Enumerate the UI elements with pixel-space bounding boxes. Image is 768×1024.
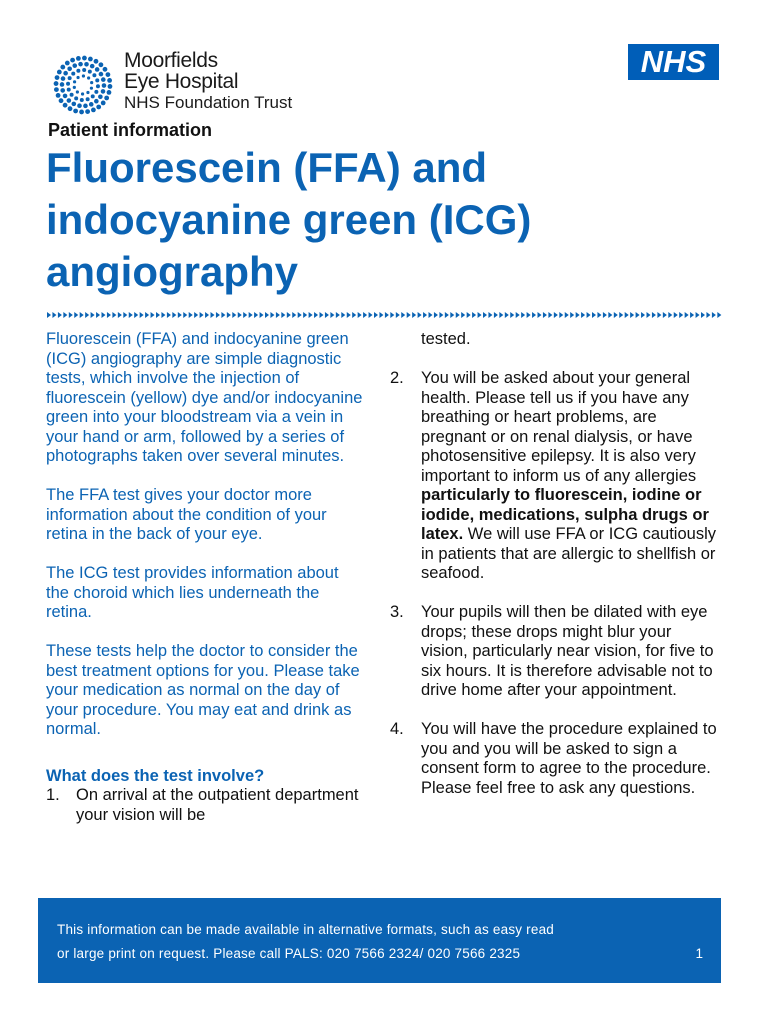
- org-line-2: Eye Hospital: [124, 70, 239, 93]
- title-line-2: indocyanine green (ICG): [46, 196, 532, 243]
- org-line-1: Moorfields: [124, 49, 218, 72]
- footer-line-2: or large print on request. Please call PALS: 020 7566 2324/ 020 7566 2325: [57, 946, 521, 961]
- item2-bold-text: particularly to fluorescein, iodine or iodide, medications, sulpha drugs or latex.: [421, 486, 709, 543]
- title-line-1: Fluorescein (FFA) and: [46, 144, 488, 191]
- footer-line-1: This information can be made available in alternative formats, such as easy read: [57, 922, 554, 937]
- list-item-text: Your pupils will then be dilated with eye drops; these drops might blur your vision, particularly near vision, for five to six hours. It is therefore advisable not to drive home after your appointment.: [421, 603, 714, 699]
- list-item-continuation: tested.: [421, 330, 471, 348]
- treatment-paragraph: These tests help the doctor to consider the best treatment options for you. Please take your medication as normal on the day of your procedure. You may eat and drink as normal.: [46, 642, 360, 738]
- list-item: [390, 369, 720, 584]
- page-title: [46, 142, 736, 298]
- moorfields-logo-icon: [50, 52, 116, 118]
- intro-paragraph: Fluorescein (FFA) and indocyanine green (ICG) angiography are simple diagnostic tests, which involve the injection of fluorescein (yellow) dye and/or indocyanine green into your bloodstream via a vein in your hand or arm, followed by a series of photographs taken over several minutes.: [46, 330, 363, 465]
- patient-information-label: Patient information: [48, 120, 213, 140]
- nhs-logo: NHS: [628, 44, 719, 80]
- list-number: 2.: [390, 369, 404, 387]
- item2-text-a: You will be asked about your general health. Please tell us if you have any breathing or heart problems, are pregnant or on renal dialysis, or have photosensitive epilepsy. It is also very important to inform us of any allergies: [421, 369, 697, 485]
- list-number: 4.: [390, 720, 404, 738]
- list-item-text: You will have the procedure explained to you and you will be asked to sign a consent form to agree to the procedure. Please feel free to ask any questions.: [421, 720, 717, 797]
- item2-text-b: We will use FFA or ICG cautiously in patients that are allergic to shellfish or seafood.: [421, 525, 716, 582]
- list-number: 3.: [390, 603, 404, 621]
- right-column: [390, 330, 720, 818]
- list-item: [390, 720, 720, 798]
- arrow-divider: [47, 310, 723, 320]
- list-item-text: On arrival at the outpatient department your vision will be: [76, 786, 359, 824]
- ffa-paragraph: The FFA test gives your doctor more information about the condition of your retina in the back of your eye.: [46, 486, 327, 543]
- list-item-text: [421, 369, 716, 582]
- page-number: 1: [695, 946, 703, 961]
- title-line-3: angiography: [46, 248, 299, 295]
- icg-paragraph: The ICG test provides information about the choroid which lies underneath the retina.: [46, 564, 339, 621]
- section-heading: What does the test involve?: [46, 766, 265, 785]
- org-line-3: NHS Foundation Trust: [124, 93, 293, 112]
- footer-banner: [38, 898, 721, 983]
- list-number: 1.: [46, 786, 60, 804]
- list-item: [46, 786, 366, 825]
- list-item: [390, 603, 720, 701]
- left-column: [46, 330, 366, 825]
- organization-name: [124, 50, 292, 113]
